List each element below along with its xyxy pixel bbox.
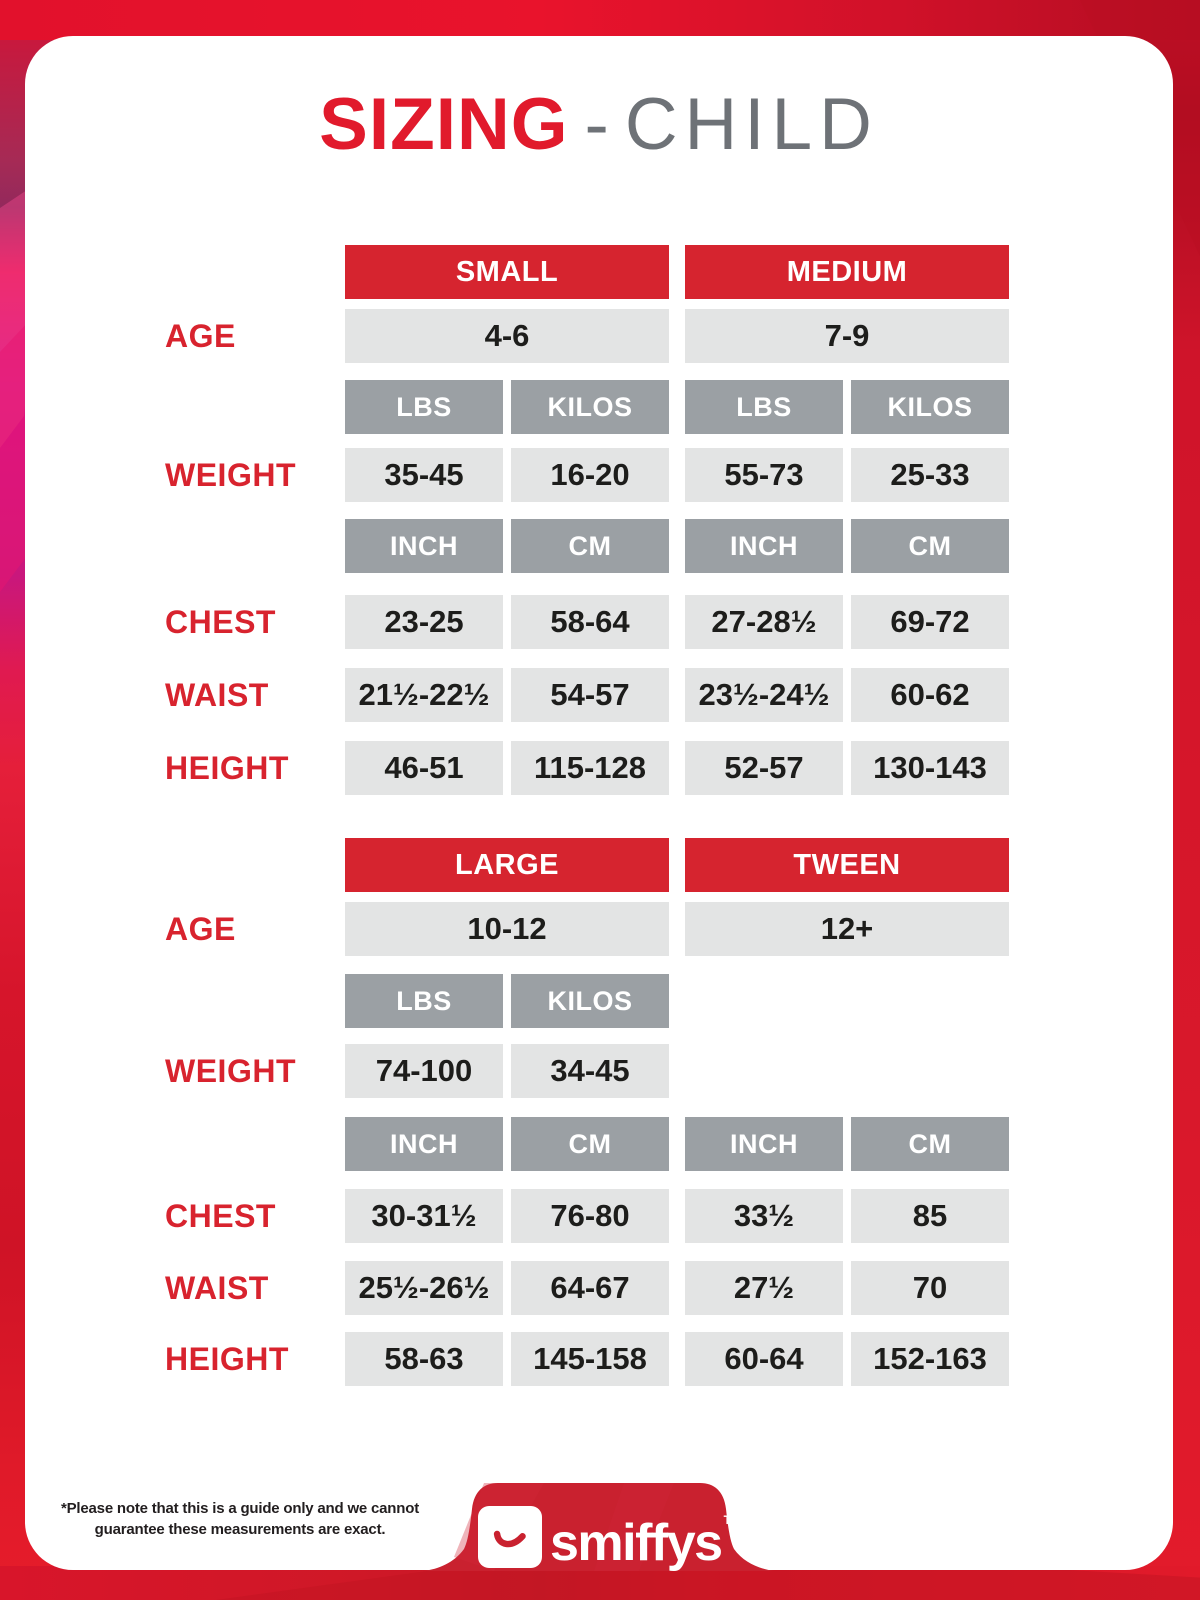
chest-row: [165, 595, 1009, 649]
waist-row: [165, 1261, 1009, 1315]
waist-inch-large: 25½-26½: [345, 1261, 503, 1315]
size-header-large: LARGE: [345, 838, 669, 892]
chest-label: CHEST: [165, 1198, 276, 1234]
title-separator: -: [584, 84, 609, 165]
height-row: [165, 741, 1009, 795]
weight-label: WEIGHT: [165, 457, 296, 493]
waist-row: [165, 668, 1009, 722]
unit-header-lbs-medium: LBS: [685, 380, 843, 434]
weight-kilos-small: 16-20: [511, 448, 669, 502]
weight-row: [165, 1044, 1009, 1098]
dimension-unit-header-row: [165, 519, 1009, 573]
chest-inch-small: 23-25: [345, 595, 503, 649]
chest-cm-medium: 69-72: [851, 595, 1009, 649]
unit-header-cm-medium: CM: [851, 519, 1009, 573]
chest-cm-small: 58-64: [511, 595, 669, 649]
unit-header-inch-large: INCH: [345, 1117, 503, 1171]
height-inch-small: 46-51: [345, 741, 503, 795]
unit-header-inch-medium: INCH: [685, 519, 843, 573]
age-value-medium: 7-9: [685, 309, 1009, 363]
weight-lbs-large: 74-100: [345, 1044, 503, 1098]
height-row: [165, 1332, 1009, 1386]
unit-header-cm-small: CM: [511, 519, 669, 573]
unit-header-kilos-small: KILOS: [511, 380, 669, 434]
size-header-row: [165, 245, 1009, 299]
chest-inch-medium: 27-28½: [685, 595, 843, 649]
footnote-line2: guarantee these measurements are exact.: [94, 1521, 386, 1538]
height-inch-tween: 60-64: [685, 1332, 843, 1386]
height-label: HEIGHT: [165, 1341, 289, 1377]
weight-lbs-small: 35-45: [345, 448, 503, 502]
smiffys-logo-tab: [424, 1479, 774, 1571]
weight-label: WEIGHT: [165, 1053, 296, 1089]
waist-label: WAIST: [165, 677, 269, 713]
age-label: AGE: [165, 911, 236, 947]
title-sizing: SIZING: [319, 84, 569, 165]
waist-cm-medium: 60-62: [851, 668, 1009, 722]
dimension-unit-header-row: [165, 1117, 1009, 1171]
size-header-medium: MEDIUM: [685, 245, 1009, 299]
waist-cm-tween: 70: [851, 1261, 1009, 1315]
height-cm-tween: 152-163: [851, 1332, 1009, 1386]
page-title: [25, 84, 1173, 165]
unit-header-lbs-small: LBS: [345, 380, 503, 434]
size-table-small-medium: [165, 245, 1009, 795]
age-label: AGE: [165, 318, 236, 354]
size-table-large-tween: [165, 838, 1009, 1386]
smiffys-wordmark: smiffys: [550, 1514, 722, 1573]
size-header-tween: TWEEN: [685, 838, 1009, 892]
height-cm-small: 115-128: [511, 741, 669, 795]
sizing-card: [25, 36, 1173, 1573]
age-value-large: 10-12: [345, 902, 669, 956]
height-label: HEIGHT: [165, 750, 289, 786]
smile-icon: [478, 1506, 542, 1568]
age-value-small: 4-6: [345, 309, 669, 363]
weight-unit-header-row: [165, 974, 1009, 1028]
background-top-edge: [0, 0, 1200, 40]
height-cm-large: 145-158: [511, 1332, 669, 1386]
weight-row: [165, 448, 1009, 502]
title-child: CHILD: [624, 84, 879, 165]
unit-header-inch-tween: INCH: [685, 1117, 843, 1171]
waist-inch-small: 21½-22½: [345, 668, 503, 722]
age-row: [165, 902, 1009, 956]
waist-cm-small: 54-57: [511, 668, 669, 722]
weight-kilos-medium: 25-33: [851, 448, 1009, 502]
height-cm-medium: 130-143: [851, 741, 1009, 795]
waist-cm-large: 64-67: [511, 1261, 669, 1315]
weight-kilos-large: 34-45: [511, 1044, 669, 1098]
size-header-row: [165, 838, 1009, 892]
unit-header-inch-small: INCH: [345, 519, 503, 573]
chest-label: CHEST: [165, 604, 276, 640]
size-header-small: SMALL: [345, 245, 669, 299]
height-inch-large: 58-63: [345, 1332, 503, 1386]
footnote: [57, 1498, 423, 1540]
unit-header-cm-large: CM: [511, 1117, 669, 1171]
unit-header-kilos-large: KILOS: [511, 974, 669, 1028]
unit-header-kilos-medium: KILOS: [851, 380, 1009, 434]
smile-icon-glyph: [488, 1518, 532, 1556]
waist-inch-medium: 23½-24½: [685, 668, 843, 722]
trademark-symbol: TM: [723, 1513, 741, 1528]
waist-inch-tween: 27½: [685, 1261, 843, 1315]
chest-cm-tween: 85: [851, 1189, 1009, 1243]
chest-row: [165, 1189, 1009, 1243]
chest-inch-large: 30-31½: [345, 1189, 503, 1243]
weight-lbs-medium: 55-73: [685, 448, 843, 502]
age-value-tween: 12+: [685, 902, 1009, 956]
height-inch-medium: 52-57: [685, 741, 843, 795]
smiffys-wordmark-wrap: [550, 1513, 741, 1573]
unit-header-cm-tween: CM: [851, 1117, 1009, 1171]
footnote-line1: *Please note that this is a guide only and we cannot: [60, 1500, 419, 1517]
chest-cm-large: 76-80: [511, 1189, 669, 1243]
weight-unit-header-row: [165, 380, 1009, 434]
age-row: [165, 309, 1009, 363]
unit-header-lbs-large: LBS: [345, 974, 503, 1028]
logo-content: [424, 1479, 774, 1571]
waist-label: WAIST: [165, 1270, 269, 1306]
chest-inch-tween: 33½: [685, 1189, 843, 1243]
